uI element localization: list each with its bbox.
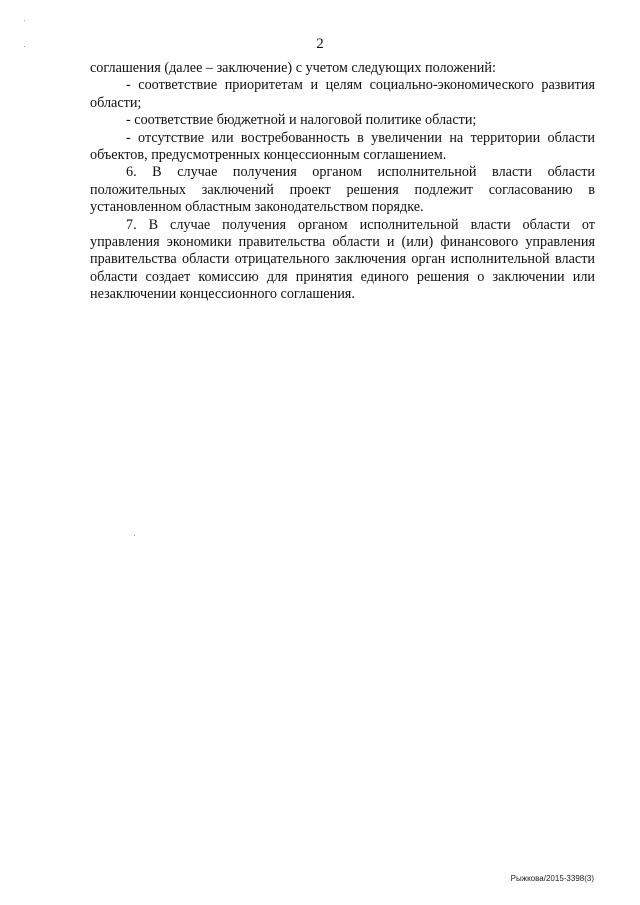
list-item-priorities: - соответствие приоритетам и целям социально-экономического развития области; [90,77,595,111]
clause-7: 7. В случае получения органом исполнительной власти области от управления экономики правительства области и (или) финансового управления правительства области отрицательного заключения орган исполнительной власти области создает комиссию для принятия единого решения о заключении или незаключении концессионного соглашения. [90,216,595,303]
paragraph-continuation: соглашения (далее – заключение) с учетом следующих положений: [90,60,496,76]
document-body [90,60,595,304]
scan-speck [24,20,25,21]
scan-speck [134,535,135,536]
list-item-budget-policy: - соответствие бюджетной и налоговой политике области; [126,112,477,129]
page-number: 2 [316,36,324,52]
list-item-objects-demand: - отсутствие или востребованность в увеличении на территории области объектов, предусмотренных концессионным соглашением. [90,129,595,164]
document-code: Рыжкова/2015-3398(3) [510,874,594,883]
clause-6: 6. В случае получения органом исполнительной власти области положительных заключений проект решения подлежит согласованию в установленном областным законодательством порядке. [90,164,595,216]
